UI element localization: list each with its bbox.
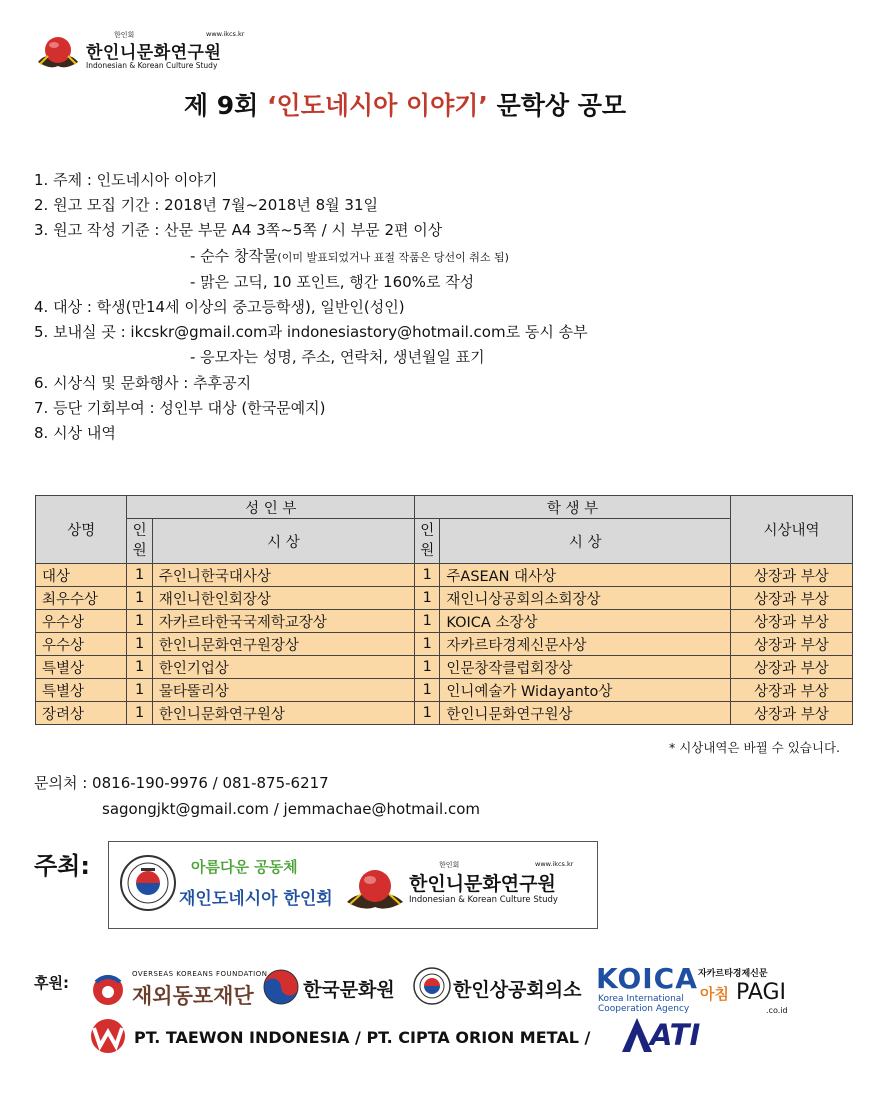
item-criteria-original: - 순수 창작물(이미 발표되었거나 표절 작품은 당선이 취소 됨) (190, 246, 509, 265)
student-prize: 재인니상공회의소회장상 (440, 587, 731, 610)
student-count: 1 (415, 633, 440, 656)
prize-detail: 상장과 부상 (731, 633, 853, 656)
student-count: 1 (415, 656, 440, 679)
logo-name: 한인니문화연구원 (409, 873, 556, 895)
logo-url: www.ikcs.kr (206, 30, 245, 38)
item-submit: 5. 보내실 곳 : ikcskr@gmail.com과 indonesiastory@hotmail.com로 동시 송부 (34, 323, 588, 342)
table-row (36, 679, 853, 702)
contact-info (34, 770, 480, 822)
adult-count: 1 (127, 656, 152, 679)
item-criteria-format: - 맑은 고딕, 10 포인트, 행간 160%로 작성 (190, 272, 475, 291)
item-eligibility: 4. 대상 : 학생(만14세 이상의 중고등학생), 일반인(성인) (34, 298, 405, 317)
title-prefix: 제 9회 (183, 91, 268, 120)
student-prize: 자카르타경제신문사상 (440, 633, 731, 656)
korean-association-seal-icon (119, 854, 177, 912)
adult-count: 1 (127, 679, 152, 702)
title-highlight: ‘인도네시아 이야기’ (267, 91, 488, 120)
table-row (36, 633, 853, 656)
association-slogan: 아름다운 공동체 (191, 858, 298, 876)
table-row (36, 610, 853, 633)
logo-small-top: 한인회 (439, 861, 460, 869)
award-name: 최우수상 (36, 587, 127, 610)
adult-prize: 물타뚤리상 (152, 679, 414, 702)
header-student-sisang: 시 상 (440, 519, 731, 564)
host-logos-box (108, 841, 598, 929)
prize-detail: 상장과 부상 (731, 610, 853, 633)
table-row (36, 656, 853, 679)
award-name: 우수상 (36, 610, 127, 633)
student-prize: 인문창작클럽회장상 (440, 656, 731, 679)
table-row (36, 702, 853, 725)
award-name: 특별상 (36, 656, 127, 679)
contact-phone: 문의처 : 0816-190-9976 / 081-875-6217 (34, 774, 329, 792)
student-prize: 주ASEAN 대사상 (440, 564, 731, 587)
item-period: 2. 원고 모집 기간 : 2018년 7월~2018년 8월 31일 (34, 196, 378, 215)
prize-detail: 상장과 부상 (731, 656, 853, 679)
student-count: 1 (415, 679, 440, 702)
header-prize: 시상내역 (731, 496, 853, 564)
kcham-name: 한인상공회의소 (453, 979, 582, 1001)
logo-subtitle: Indonesian & Korean Culture Study (86, 61, 218, 70)
student-prize: 인니예술가 Widayanto상 (440, 679, 731, 702)
header-student: 학 생 부 (415, 496, 731, 519)
logo-name: 한인니문화연구원 (86, 43, 222, 63)
item-topic: 1. 주제 : 인도네시아 이야기 (34, 171, 218, 189)
student-count: 1 (415, 702, 440, 725)
award-name: 우수상 (36, 633, 127, 656)
item-criteria: 3. 원고 작성 기준 : 산문 부문 A4 3쪽~5쪽 / 시 부문 2편 이상 (34, 221, 443, 240)
pt-company-names: PT. TAEWON INDONESIA / PT. CIPTA ORION METAL / (134, 1028, 591, 1047)
item-submit-note: - 응모자는 성명, 주소, 연락처, 생년월일 표기 (190, 348, 485, 367)
student-prize: 한인니문화연구원상 (440, 702, 731, 725)
pagi-korean-name: 자카르타경제신문 (698, 969, 768, 979)
logo-subtitle: Indonesian & Korean Culture Study (409, 895, 558, 905)
adult-count: 1 (127, 587, 152, 610)
kcc-taeguk-icon (262, 968, 300, 1006)
prize-detail: 상장과 부상 (731, 564, 853, 587)
red-globe-logo-icon (36, 32, 80, 72)
table-row (36, 564, 853, 587)
contact-email: sagongjkt@gmail.com / jemmachae@hotmail.com (102, 800, 481, 818)
header-adult: 성 인 부 (127, 496, 415, 519)
prize-detail: 상장과 부상 (731, 587, 853, 610)
title-suffix: 문학상 공모 (487, 91, 627, 120)
prize-detail: 상장과 부상 (731, 702, 853, 725)
sponsor-label: 후원: (34, 974, 69, 992)
student-count: 1 (415, 564, 440, 587)
prize-detail: 상장과 부상 (731, 679, 853, 702)
logo-url: www.ikcs.kr (535, 860, 574, 868)
item-ceremony: 6. 시상식 및 문화행사 : 추후공지 (34, 373, 252, 392)
okf-english-name: OVERSEAS KOREANS FOUNDATION (132, 970, 268, 978)
adult-prize: 자카르타한국국제학교장상 (152, 610, 414, 633)
pagi-site: .co.id (766, 1006, 788, 1015)
ati-logo-icon (620, 1016, 654, 1054)
student-count: 1 (415, 610, 440, 633)
pagi-logo: 아침 PAGI (700, 980, 787, 1005)
host-label: 주최: (34, 852, 90, 880)
adult-prize: 주인니한국대사상 (152, 564, 414, 587)
koica-english-name: Korea International Cooperation Agency (598, 994, 690, 1014)
student-prize: KOICA 소장상 (440, 610, 731, 633)
award-name: 장려상 (36, 702, 127, 725)
okf-logo-icon (88, 968, 128, 1008)
header-adult-count: 인원 (127, 519, 152, 564)
red-globe-logo-icon (345, 864, 405, 914)
page-title (0, 86, 810, 122)
logo-small-top: 한인회 (114, 31, 135, 39)
okf-name: 재외동포재단 (132, 984, 254, 1008)
adult-prize: 한인기업상 (152, 656, 414, 679)
item-awards: 8. 시상 내역 (34, 424, 116, 443)
contest-details (34, 168, 874, 446)
adult-count: 1 (127, 564, 152, 587)
koica-logo: KOICA (596, 962, 698, 995)
award-name: 특별상 (36, 679, 127, 702)
student-count: 1 (415, 587, 440, 610)
item-debut: 7. 등단 기회부여 : 성인부 대상 (한국문예지) (34, 398, 326, 417)
adult-count: 1 (127, 702, 152, 725)
award-name: 대상 (36, 564, 127, 587)
ikcs-logo-host (345, 858, 595, 918)
ikcs-logo (34, 28, 244, 78)
header-adult-sisang: 시 상 (152, 519, 414, 564)
awards-table (35, 495, 853, 725)
adult-count: 1 (127, 610, 152, 633)
header-student-count: 인원 (415, 519, 440, 564)
kcc-name: 한국문화원 (303, 979, 395, 1001)
adult-prize: 재인니한인회장상 (152, 587, 414, 610)
header-award-name: 상명 (36, 496, 127, 564)
table-row (36, 587, 853, 610)
ati-logo: ATI (650, 1018, 701, 1052)
taewon-logo-icon (88, 1018, 128, 1054)
awards-note: * 시상내역은 바뀔 수 있습니다. (668, 740, 840, 755)
adult-prize: 한인니문화연구원장상 (152, 633, 414, 656)
association-name: 재인도네시아 한인회 (179, 889, 333, 909)
kcham-seal-icon (412, 966, 452, 1006)
adult-count: 1 (127, 633, 152, 656)
adult-prize: 한인니문화연구원상 (152, 702, 414, 725)
